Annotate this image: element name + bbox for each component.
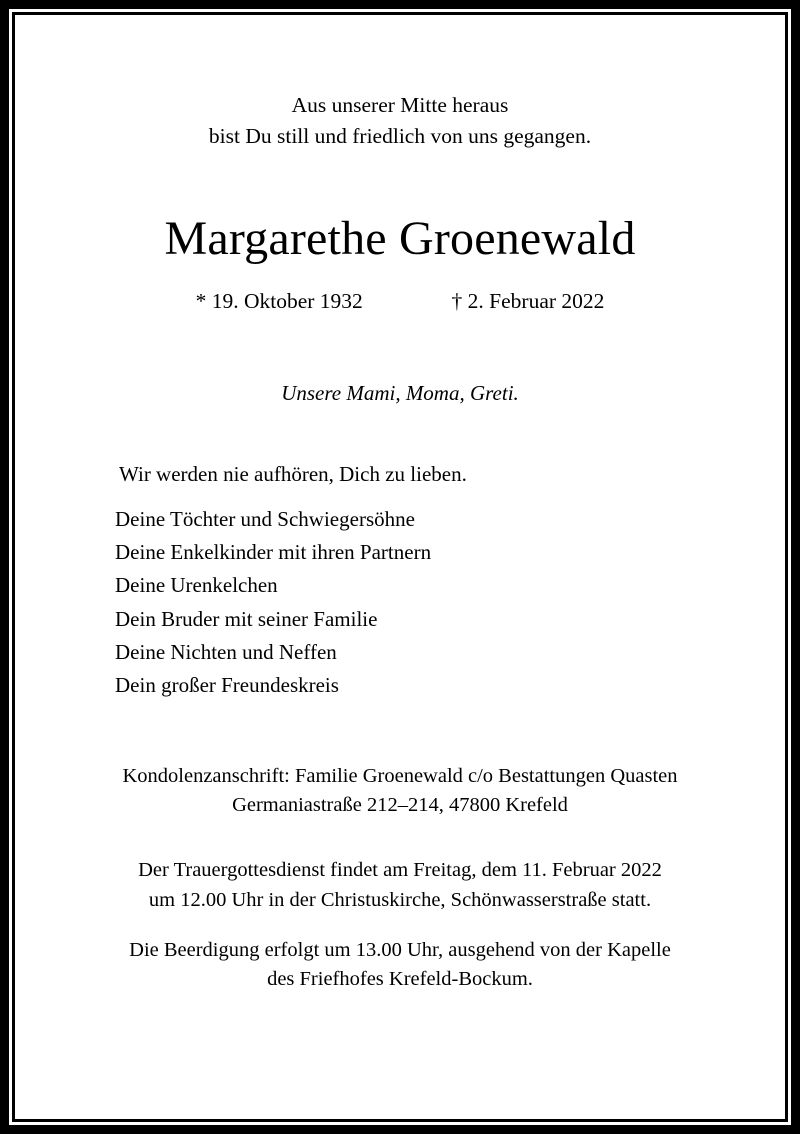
burial-line-2: des Friefhofes Krefeld-Bockum.	[267, 968, 533, 991]
verse-line-2: bist Du still und friedlich von uns gegangen.	[208, 123, 592, 148]
verse-line-1: Aus unserer Mitte heraus	[291, 93, 509, 117]
burial-details	[39, 936, 761, 995]
endearment-line: Unsere Mami, Moma, Greti.	[281, 380, 519, 405]
family-block	[39, 464, 761, 702]
life-dates	[39, 288, 761, 316]
list-item: Deine Töchter und Schwiegersöhne	[115, 507, 415, 532]
death-date: † 2. Februar 2022	[451, 288, 605, 313]
family-lead-line: Wir werden nie aufhören, Dich zu lieben.	[119, 462, 467, 487]
condolence-address	[39, 762, 761, 820]
service-line-2: um 12.00 Uhr in der Christuskirche, Schönwasserstraße statt.	[148, 889, 652, 912]
family-members-list	[115, 503, 761, 702]
deceased-name: Margarethe Groenewald	[164, 212, 636, 266]
notice-content	[15, 15, 785, 1119]
list-item: Dein Bruder mit seiner Familie	[115, 606, 378, 631]
funeral-service-details	[39, 856, 761, 915]
birth-date: * 19. Oktober 1932	[195, 288, 363, 313]
list-item: Deine Urenkelchen	[115, 573, 278, 598]
condolence-address-line-1: Kondolenzanschrift: Familie Groenewald c/o Bestattungen Quasten	[122, 765, 678, 788]
list-item: Dein großer Freundeskreis	[115, 672, 339, 697]
list-item: Deine Enkelkinder mit ihren Partnern	[115, 540, 432, 565]
list-item: Deine Nichten und Neffen	[115, 639, 337, 664]
condolence-address-line-2: Germaniastraße 212–214, 47800 Krefeld	[232, 794, 568, 817]
opening-verse	[39, 90, 761, 151]
burial-line-1: Die Beerdigung erfolgt um 13.00 Uhr, ausgehend von der Kapelle	[129, 938, 671, 961]
service-line-1: Der Trauergottesdienst findet am Freitag, dem 11. Februar 2022	[138, 859, 662, 882]
